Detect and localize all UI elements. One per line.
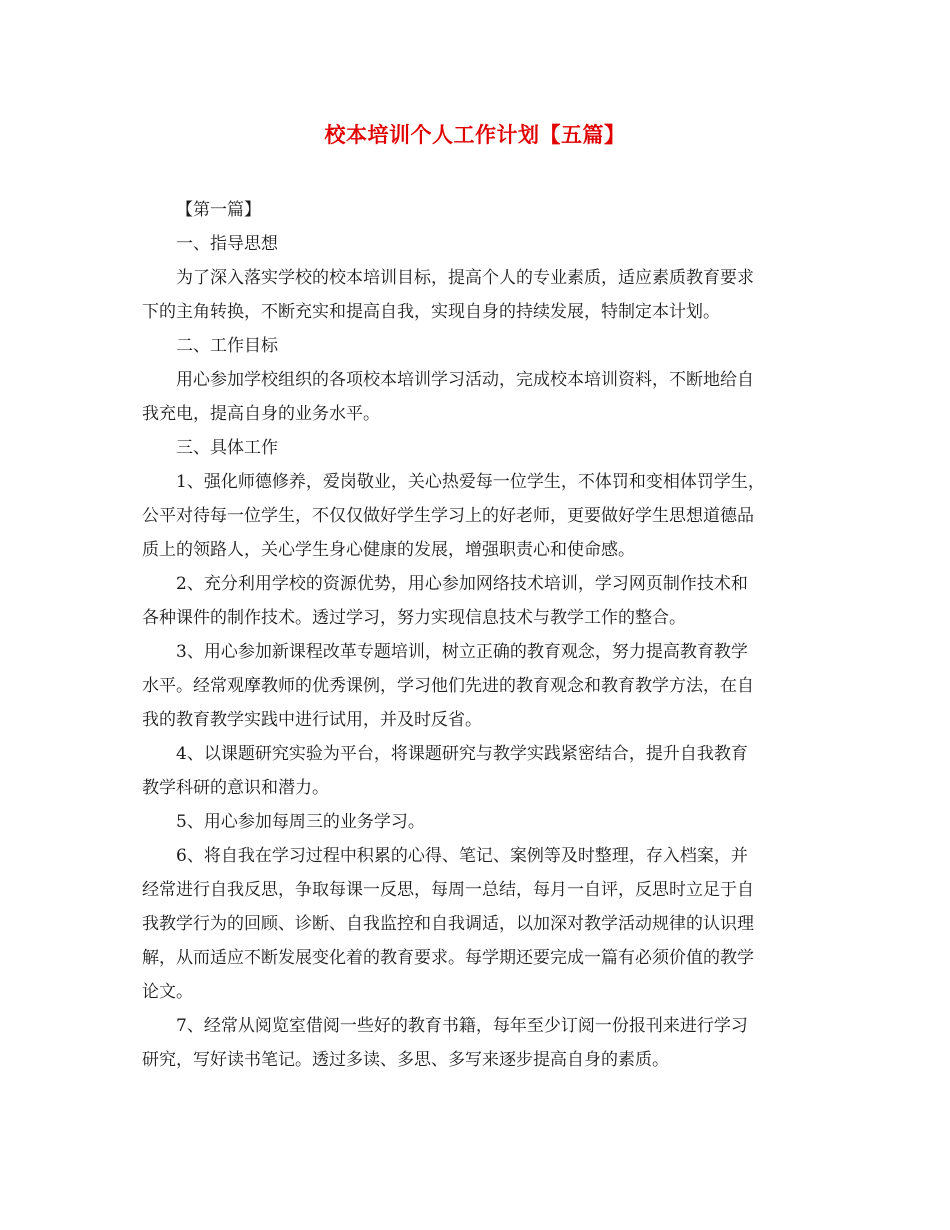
document-body	[142, 193, 812, 1077]
body-text-line: 7、经常从阅览室借阅一些好的教育书籍，每年至少订阅一份报刊来进行学习	[176, 1016, 748, 1036]
body-text-line: 6、将自我在学习过程中积累的心得、笔记、案例等及时整理，存入档案，并	[176, 846, 748, 866]
body-text-line: 2、充分利用学校的资源优势，用心参加网络技术培训，学习网页制作技术和	[176, 574, 748, 594]
body-text-line: 解，从而适应不断发展变化着的教育要求。每学期还要完成一篇有必须价值的教学	[142, 948, 754, 968]
body-text-line: 为了深入落实学校的校本培训目标，提高个人的专业素质，适应素质教育要求	[176, 268, 754, 288]
body-text-line: 水平。经常观摩教师的优秀课例，学习他们先进的教育观念和教育教学方法，在自	[142, 676, 754, 696]
body-text-line: 各种课件的制作技术。透过学习，努力实现信息技术与教学工作的整合。	[142, 608, 686, 628]
body-text-line: 下的主角转换，不断充实和提高自我，实现自身的持续发展，特制定本计划。	[142, 302, 720, 322]
body-text-line: 我的教育教学实践中进行试用，并及时反省。	[142, 710, 482, 730]
body-text-line: 一、指导思想	[176, 234, 278, 254]
body-text-line: 二、工作目标	[176, 336, 278, 356]
body-text-line: 公平对待每一位学生，不仅仅做好学生学习上的好老师，更要做好学生思想道德品	[142, 506, 754, 526]
body-text-line: 4、以课题研究实验为平台，将课题研究与教学实践紧密结合，提升自我教育	[176, 744, 748, 764]
body-text-line: 教学科研的意识和潜力。	[142, 778, 329, 798]
body-text-line: 1、强化师德修养，爱岗敬业，关心热爱每一位学生，不体罚和变相体罚学生，	[176, 472, 765, 492]
body-text-line: 用心参加学校组织的各项校本培训学习活动，完成校本培训资料，不断地给自	[176, 370, 754, 390]
body-text-line: 论文。	[142, 982, 193, 1002]
body-text-line: 三、具体工作	[176, 438, 278, 458]
body-text-line: 【第一篇】	[176, 200, 261, 220]
body-text-line: 我充电，提高自身的业务水平。	[142, 404, 380, 424]
body-text-line: 我教学行为的回顾、诊断、自我监控和自我调适，以加深对教学活动规律的认识理	[142, 914, 754, 934]
body-text-line: 质上的领路人，关心学生身心健康的发展，增强职责心和使命感。	[142, 540, 635, 560]
document-title: 校本培训个人工作计划【五篇】	[324, 122, 626, 147]
body-text-line: 3、用心参加新课程改革专题培训，树立正确的教育观念，努力提高教育教学	[176, 642, 748, 662]
body-text-line: 经常进行自我反思，争取每课一反思，每周一总结，每月一自评，反思时立足于自	[142, 880, 754, 900]
body-text-line: 研究，写好读书笔记。透过多读、多思、多写来逐步提高自身的素质。	[142, 1050, 669, 1070]
body-text-line: 5、用心参加每周三的业务学习。	[176, 812, 425, 832]
